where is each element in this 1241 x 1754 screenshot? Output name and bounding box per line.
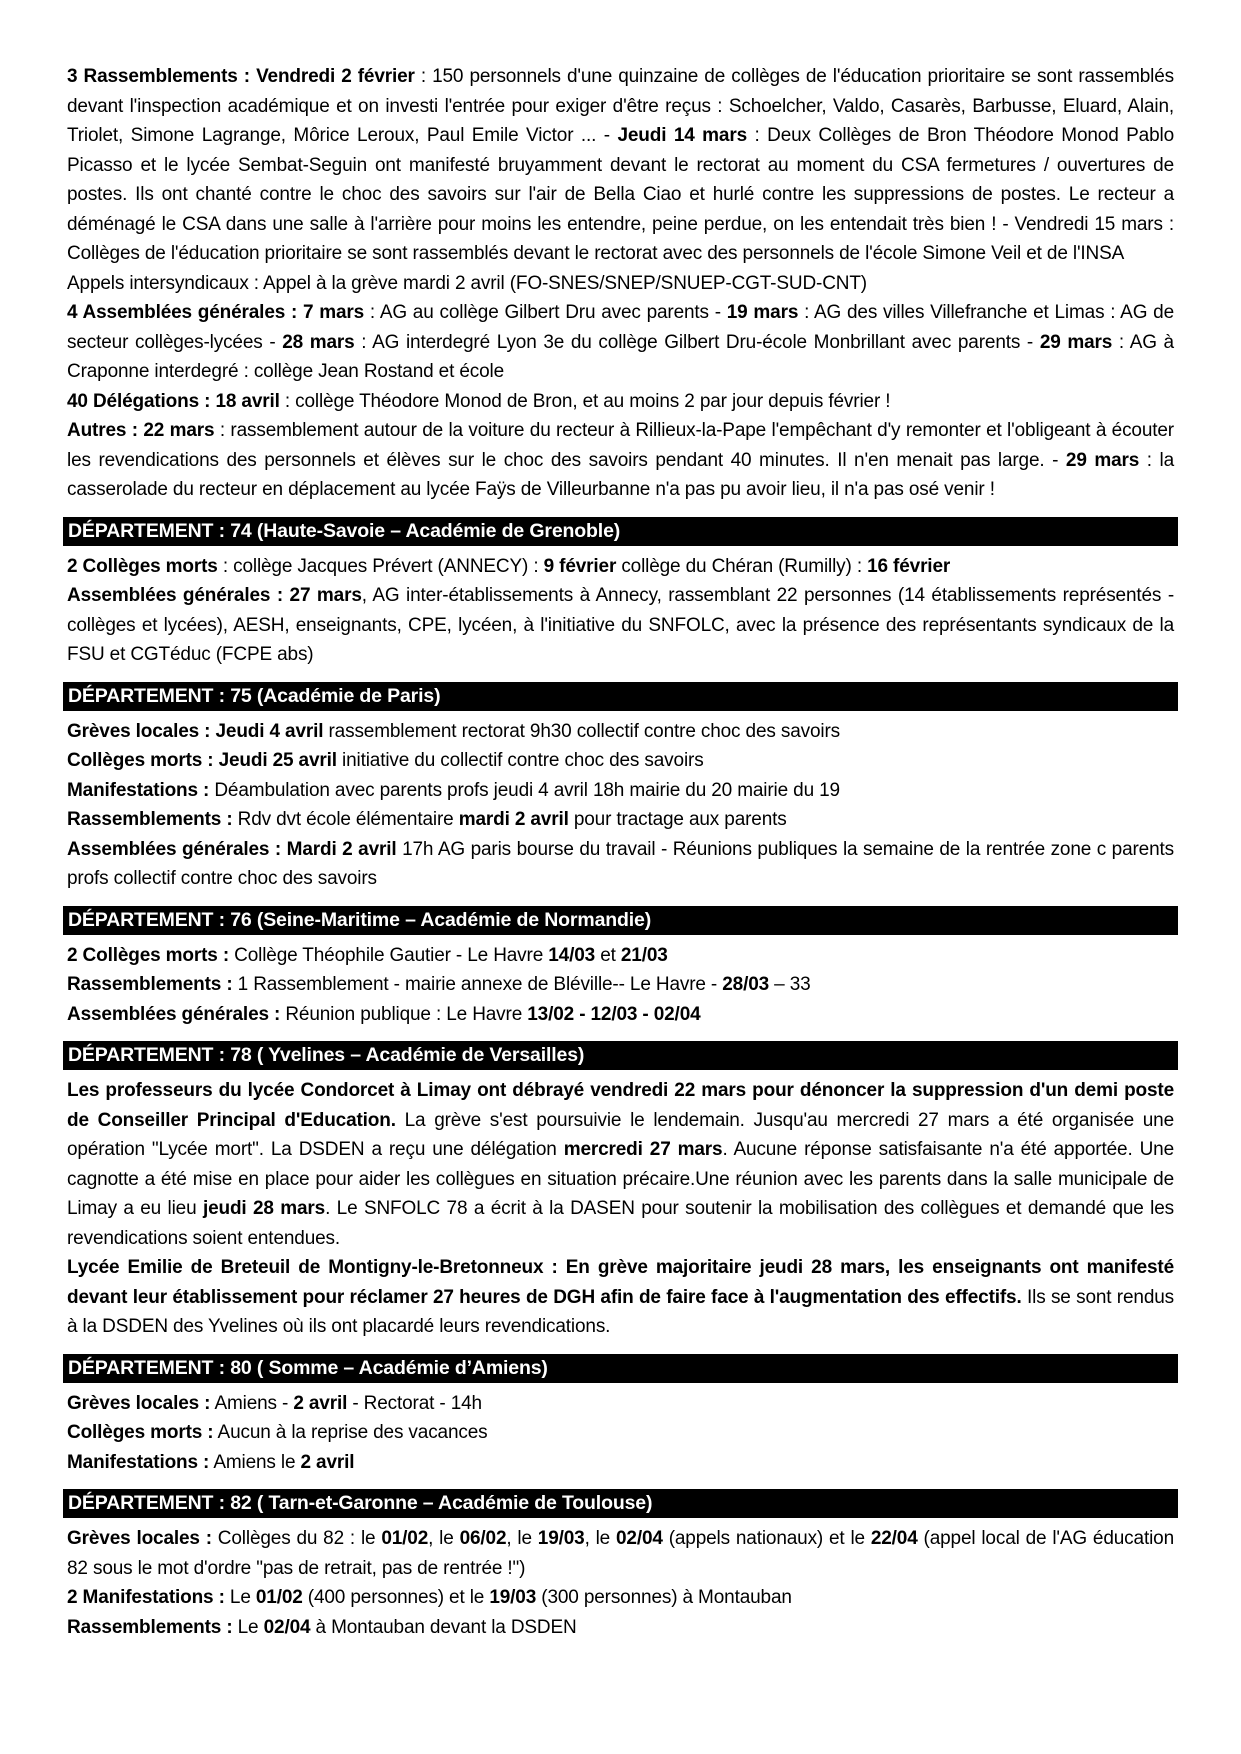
bold-text-run: Manifestations : bbox=[67, 1451, 210, 1473]
bold-text-run: 16 février bbox=[867, 555, 951, 577]
bold-text-run: 4 Assemblées générales : 7 mars bbox=[67, 302, 365, 323]
text-run: (appel local de l'AG éducation 82 sous le mot d'ordre "pas de retrait, pas de rentrée !") bbox=[67, 1528, 1174, 1579]
paragraph bbox=[67, 298, 1174, 387]
bold-text-run: mercredi 27 mars bbox=[563, 1139, 723, 1160]
bold-text-run: 28/03 bbox=[722, 974, 770, 995]
bold-text-run: 3 Rassemblements : Vendredi 2 février bbox=[67, 66, 415, 87]
text-run: : AG à Craponne interdegré : collège Jean Rostand et école bbox=[67, 331, 1174, 382]
bold-text-run: 21/03 bbox=[620, 944, 668, 966]
text-run: : rassemblement autour de la voiture du recteur à Rillieux-la-Pape l'empêchant d'y remonter et l'obligeant à écouter les revendications des personnels et élèves sur le choc des savoirs pendant 40 minutes. Il n'en menait pas large. - bbox=[67, 420, 1174, 471]
paragraph bbox=[67, 805, 1174, 835]
bold-text-run: 29 mars bbox=[1039, 331, 1113, 353]
text-run: (300 personnes) à Montauban bbox=[536, 1587, 792, 1608]
bold-text-run: 13/02 - 12/03 - 02/04 bbox=[527, 1003, 701, 1025]
text-run: initiative du collectif contre choc des savoirs bbox=[336, 750, 704, 771]
text-run: : AG au collège Gilbert Dru avec parents - bbox=[364, 302, 727, 323]
paragraph bbox=[67, 1448, 1174, 1478]
paragraph bbox=[67, 1583, 1174, 1613]
text-run: collège du Chéran (Rumilly) : bbox=[616, 555, 868, 577]
text-run: Collège Théophile Gautier - Le Havre bbox=[229, 944, 549, 966]
paragraph bbox=[67, 387, 1174, 417]
bold-text-run: 2 Collèges morts bbox=[67, 555, 218, 577]
paragraph bbox=[67, 62, 1174, 269]
bold-text-run: 02/04 bbox=[263, 1616, 311, 1638]
text-run: : AG interdegré Lyon 3e du collège Gilbert Dru-école Monbrillant avec parents - bbox=[354, 331, 1040, 353]
bold-text-run: Lycée Emilie de Breteuil de Montigny-le-Bretonneux : En grève majoritaire jeudi 28 mars, les enseignants ont manifesté devant leur établissement pour réclamer 27 heures de DGH afin de faire face à l'augmentation des effectifs. bbox=[67, 1257, 1174, 1308]
paragraph bbox=[67, 835, 1174, 894]
text-run: Réunion publique : Le Havre bbox=[280, 1003, 528, 1025]
bold-text-run: 14/03 bbox=[548, 944, 596, 966]
paragraph bbox=[67, 552, 1174, 582]
department-heading: DÉPARTEMENT : 80 ( Somme – Académie d’Amiens) bbox=[63, 1354, 1178, 1383]
paragraph bbox=[67, 269, 1174, 299]
text-run: rassemblement rectorat 9h30 collectif contre choc des savoirs bbox=[323, 720, 840, 742]
text-run: Amiens le bbox=[209, 1451, 301, 1473]
text-run: (appels nationaux) et le bbox=[662, 1528, 871, 1549]
text-run: Collèges du 82 : le bbox=[211, 1528, 382, 1549]
bold-text-run: 29 mars bbox=[1065, 449, 1140, 471]
bold-text-run: Manifestations : bbox=[67, 779, 210, 801]
paragraph bbox=[67, 746, 1174, 776]
text-run: à Montauban devant la DSDEN bbox=[310, 1616, 577, 1638]
department-heading: DÉPARTEMENT : 76 (Seine-Maritime – Académie de Normandie) bbox=[63, 906, 1178, 935]
bold-text-run: 28 mars bbox=[282, 331, 355, 353]
bold-text-run: 19 mars bbox=[726, 302, 799, 323]
bold-text-run: 9 février bbox=[543, 555, 617, 577]
bold-text-run: Rassemblements : bbox=[67, 1616, 233, 1638]
paragraph bbox=[67, 1389, 1174, 1419]
paragraph bbox=[67, 970, 1174, 1000]
text-run: – 33 bbox=[769, 974, 811, 995]
text-run: La grève s'est poursuivie le lendemain. Jusqu'au mercredi 27 mars a été organisée une opération "Lycée mort". La DSDEN a reçu une délégation bbox=[67, 1109, 1174, 1160]
text-run: pour tractage aux parents bbox=[568, 809, 787, 830]
text-run: 1 Rassemblement - mairie annexe de Bléville-- Le Havre - bbox=[232, 974, 723, 995]
department-heading: DÉPARTEMENT : 82 ( Tarn-et-Garonne – Académie de Toulouse) bbox=[63, 1489, 1178, 1518]
document-body bbox=[67, 62, 1174, 1642]
text-run: , le bbox=[584, 1528, 616, 1549]
bold-text-run: Collèges morts : bbox=[67, 1422, 214, 1443]
bold-text-run: Assemblées générales : bbox=[67, 1003, 281, 1025]
text-run: . Le SNFOLC 78 a écrit à la DASEN pour soutenir la mobilisation des collègues et demandé que les revendications soient entendues. bbox=[67, 1198, 1175, 1249]
text-run: Le bbox=[224, 1587, 256, 1608]
text-run: Aucun à la reprise des vacances bbox=[213, 1422, 488, 1443]
bold-text-run: Les professeurs du lycée Condorcet à Limay ont débrayé vendredi 22 mars pour dénoncer la suppression d'un demi poste de Conseiller Principal d'Education. bbox=[67, 1080, 1174, 1131]
text-run: 17h AG paris bourse du travail - Réunions publiques la semaine de la rentrée zone c parents profs collectif contre choc des savoirs bbox=[67, 838, 1174, 889]
text-run: , le bbox=[428, 1528, 460, 1549]
department-heading: DÉPARTEMENT : 74 (Haute-Savoie – Académie de Grenoble) bbox=[63, 517, 1178, 546]
text-run: Ils se sont rendus à la DSDEN des Yvelines où ils ont placardé leurs revendications. bbox=[67, 1286, 1174, 1337]
bold-text-run: 2 Manifestations : bbox=[67, 1587, 225, 1608]
paragraph bbox=[67, 1524, 1174, 1583]
text-run: Le bbox=[232, 1616, 264, 1638]
bold-text-run: Grèves locales : bbox=[67, 1528, 212, 1549]
text-run: : Deux Collèges de Bron Théodore Monod Pablo Picasso et le lycée Sembat-Seguin ont manifesté bruyamment devant le rectorat au moment du CSA fermetures / ouvertures de postes. Ils ont chanté contre le choc des savoirs sur l'air de Bella Ciao et hurlé contre les suppressions de postes. Le recteur a déménagé le CSA dans une salle à l'arrière pour moins les entendre, peine perdue, on les entendait très bien ! - Vendredi 15 mars : Collèges de l'éducation prioritaire se sont rassemblés devant le rectorat avec des personnels de l'école Simone Veil et de l'INSA bbox=[67, 125, 1174, 264]
text-run: . Aucune réponse satisfaisante n'a été apportée. Une cagnotte a été mise en place pour aider les collègues en situation précaire.Une réunion avec les parents dans la salle municipale de Limay a eu lieu bbox=[67, 1139, 1174, 1219]
bold-text-run: Autres : 22 mars bbox=[67, 420, 215, 441]
text-run: et bbox=[595, 944, 621, 966]
text-run: : 150 personnels d'une quinzaine de collèges de l'éducation prioritaire se sont rassemblés devant l'inspection académique et on investi l'entrée pour exiger d'être reçus : Schoelcher, Valdo, Casarès, Barbusse, Eluard, Alain, Triolet, Simone Lagrange, Môrice Leroux, Paul Emile Victor ... - bbox=[67, 66, 1175, 146]
text-run: , le bbox=[506, 1528, 538, 1549]
paragraph bbox=[67, 941, 1174, 971]
paragraph bbox=[67, 1613, 1174, 1643]
bold-text-run: 40 Délégations : 18 avril bbox=[67, 390, 280, 412]
paragraph bbox=[67, 416, 1174, 505]
bold-text-run: Collèges morts : Jeudi 25 avril bbox=[67, 750, 337, 771]
bold-text-run: Jeudi 14 mars bbox=[617, 125, 747, 146]
bold-text-run: Grèves locales : Jeudi 4 avril bbox=[67, 720, 324, 742]
bold-text-run: 01/02 bbox=[381, 1528, 429, 1549]
bold-text-run: Assemblées générales : 27 mars bbox=[67, 585, 362, 606]
text-run: : AG des villes Villefranche et Limas : AG de secteur collèges-lycées - bbox=[67, 302, 1175, 353]
text-run: : collège Jacques Prévert (ANNECY) : bbox=[217, 555, 544, 577]
text-run: Déambulation avec parents profs jeudi 4 avril 18h mairie du 20 mairie du 19 bbox=[209, 779, 840, 801]
paragraph bbox=[67, 1000, 1174, 1030]
bold-text-run: 01/02 bbox=[255, 1587, 303, 1608]
bold-text-run: 22/04 bbox=[870, 1528, 918, 1549]
bold-text-run: 2 Collèges morts : bbox=[67, 944, 230, 966]
department-heading: DÉPARTEMENT : 78 ( Yvelines – Académie de Versailles) bbox=[63, 1041, 1178, 1070]
bold-text-run: 02/04 bbox=[616, 1528, 663, 1549]
bold-text-run: mardi 2 avril bbox=[458, 809, 569, 830]
bold-text-run: Grèves locales : bbox=[67, 1392, 211, 1414]
text-run: Rdv dvt école élémentaire bbox=[232, 809, 459, 830]
bold-text-run: Rassemblements : bbox=[67, 974, 233, 995]
paragraph bbox=[67, 581, 1174, 670]
text-run: - Rectorat - 14h bbox=[347, 1392, 482, 1414]
bold-text-run: jeudi 28 mars bbox=[202, 1198, 326, 1219]
text-run: , AG inter-établissements à Annecy, rassemblant 22 personnes (14 établissements représentés - collèges et lycées), AESH, enseignants, CPE, lycéen, à l'initiative du SNFOLC, avec la présence des représentants syndicaux de la FSU et CGTéduc (FCPE abs) bbox=[67, 585, 1174, 665]
bold-text-run: Rassemblements : bbox=[67, 809, 233, 830]
paragraph bbox=[67, 1418, 1174, 1448]
text-run: (400 personnes) et le bbox=[302, 1587, 490, 1608]
paragraph bbox=[67, 717, 1174, 747]
bold-text-run: 19/03 bbox=[537, 1528, 585, 1549]
text-run: : la casserolade du recteur en déplacement au lycée Faÿs de Villeurbanne n'a pas pu avoir lieu, il n'a pas osé venir ! bbox=[67, 449, 1174, 500]
bold-text-run: 19/03 bbox=[489, 1587, 537, 1608]
bold-text-run: Assemblées générales : Mardi 2 avril bbox=[67, 838, 397, 860]
text-run: : collège Théodore Monod de Bron, et au moins 2 par jour depuis février ! bbox=[279, 390, 891, 412]
paragraph bbox=[67, 776, 1174, 806]
bold-text-run: 2 avril bbox=[293, 1392, 348, 1414]
department-heading: DÉPARTEMENT : 75 (Académie de Paris) bbox=[63, 682, 1178, 711]
paragraph bbox=[67, 1076, 1174, 1253]
bold-text-run: 2 avril bbox=[300, 1451, 355, 1473]
text-run: Appels intersyndicaux : Appel à la grève mardi 2 avril (FO-SNES/SNEP/SNUEP-CGT-SUD-CNT) bbox=[67, 272, 867, 294]
paragraph bbox=[67, 1253, 1174, 1342]
bold-text-run: 06/02 bbox=[459, 1528, 507, 1549]
text-run: Amiens - bbox=[210, 1392, 294, 1414]
